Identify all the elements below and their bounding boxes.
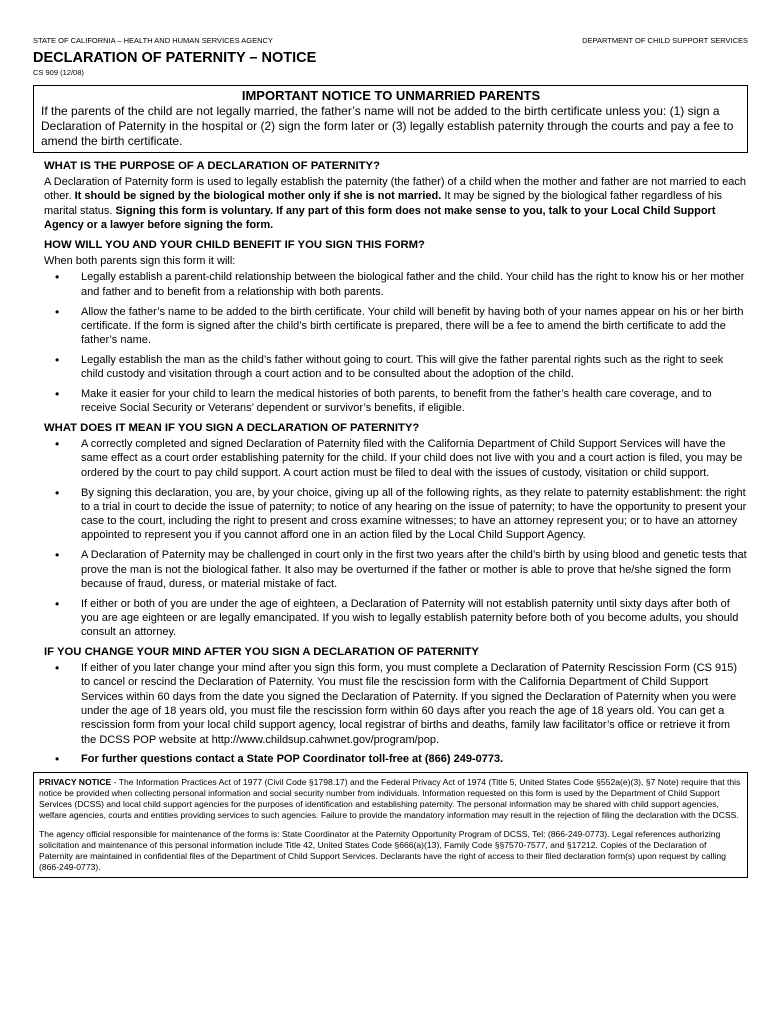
- bullet-icon: •: [55, 752, 60, 767]
- purpose-heading: WHAT IS THE PURPOSE OF A DECLARATION OF PATERNITY?: [44, 160, 380, 172]
- notice-text: If the parents of the child are not legally married, the father’s name will not be added to the birth certificate unless you: (1) sign a Declaration of Paternity in the hospital or (2) sign the form later or (3) legally establish paternity through the courts and pay a fee to amend the birth certificate.: [41, 104, 734, 148]
- bullet-icon: •: [55, 270, 60, 285]
- bullet-icon: •: [55, 485, 60, 500]
- list-item-text: Make it easier for your child to learn the medical histories of both parents, to benefit from the father’s health care coverage, and to receive Social Security or Veterans’ dependent or survivor’s benefits, if eligible.: [81, 388, 712, 415]
- bullet-icon: •: [55, 596, 60, 611]
- purpose-bold-2: Signing this form is voluntary. If any part of this form does not make sense to you, talk to your Local Child Support Agency or a lawyer before signing the form.: [44, 204, 716, 231]
- purpose-section: [44, 159, 748, 232]
- change-list: [44, 661, 748, 767]
- privacy-label: PRIVACY NOTICE: [39, 777, 112, 788]
- list-item: [44, 437, 748, 480]
- document-title: DECLARATION OF PATERNITY – NOTICE: [33, 50, 317, 66]
- purpose-text-1: A Declaration of Paternity form is used to legally establish the paternity (the father) of a child when the mother and father are not married to each other.: [44, 176, 746, 203]
- privacy-text-1: - The Information Practices Act of 1977 (Civil Code §1798.17) and the Federal Privacy Act of 1974 (Title 5, United States Code §552a(e)(3), §7 Note) require that this notice be provided when collecting personal information and social security number from individuals. Information requested on this form is used by the Department of Child Support Services (DCSS) and local child support agencies for the purposes of identification and establishing paternity. The personal information may be shared with child support agencies, welfare agencies, courts and entities providing services to such agencies. Failure to provide the mandatory information may result in the rejection of filing the declaration with the DCSS.: [39, 777, 741, 821]
- bullet-icon: •: [55, 304, 60, 319]
- bullet-icon: •: [55, 387, 60, 402]
- list-item-text: Legally establish the man as the child’s father without going to court. This will give the father parental rights such as the right to seek child custody and visitation through a court action and to be consulted about the adoption of the child.: [81, 353, 724, 381]
- benefit-intro: When both parents sign this form it will:: [44, 255, 236, 268]
- list-item: [44, 548, 748, 591]
- department-name: DEPARTMENT OF CHILD SUPPORT SERVICES: [582, 36, 748, 45]
- notice-title: IMPORTANT NOTICE TO UNMARRIED PARENTS: [241, 88, 541, 103]
- bullet-icon: •: [55, 548, 60, 563]
- list-item-text: If either or both of you are under the age of eighteen, a Declaration of Paternity will not establish paternity until sixty days after both of you are age eighteen or are legally emancipated. If you wish to legally establish paternity before both of you become adults, you should consult an attorney.: [81, 597, 739, 639]
- bullet-icon: •: [55, 661, 60, 676]
- privacy-paragraph-1: [39, 777, 741, 821]
- coordinator-contact: For further questions contact a State POP Coordinator toll-free at (866) 249-0773.: [81, 753, 504, 766]
- list-item-text: A Declaration of Paternity may be challenged in court only in the first two years after the child’s birth by using blood and genetic tests that prove the man is not the biological father. It also may be overturned if the father or mother is able to prove that he/she signed the form because of fraud, duress, or material mistake of fact.: [81, 549, 747, 590]
- change-heading: IF YOU CHANGE YOUR MIND AFTER YOU SIGN A DECLARATION OF PATERNITY: [44, 646, 479, 659]
- meaning-heading: WHAT DOES IT MEAN IF YOU SIGN A DECLARATION OF PATERNITY?: [44, 422, 420, 435]
- benefit-section: [44, 238, 748, 415]
- list-item-text: Legally establish a parent-child relationship between the biological father and the child. Your child has the right to know his or her mother and father and to benefit from a relationship with both parents.: [81, 271, 745, 298]
- list-item: [44, 661, 748, 747]
- bullet-icon: •: [55, 437, 60, 452]
- list-item: [44, 752, 748, 766]
- document-page: [33, 36, 748, 878]
- purpose-paragraph: [44, 175, 748, 232]
- form-number: CS 909 (12/08): [33, 68, 84, 77]
- agency-name: STATE OF CALIFORNIA – HEALTH AND HUMAN SERVICES AGENCY: [33, 36, 273, 45]
- meaning-section: [44, 421, 748, 639]
- benefit-list: [44, 270, 748, 415]
- bullet-icon: •: [55, 352, 60, 367]
- list-item: [44, 486, 748, 543]
- list-item-text: Allow the father’s name to be added to the birth certificate. Your child will benefit by having both of your names appear on his or her birth certificate. If the form is signed after the child’s birth certificate is prepared, there will be a fee to amend the birth certificate to add the father’s name.: [81, 305, 744, 347]
- list-item-text: If either of you later change your mind after you sign this form, you must complete a Declaration of Paternity Rescission Form (CS 915) to cancel or rescind the Declaration of Paternity. You must file the rescission form with the California Department of Child Support Services within 60 days from the date you signed the Declaration of Paternity. If you signed the Declaration of Paternity when you were under the age of 18 years old, you must file the rescission form within 60 days after you reach the age of 18 years old. You can get a rescission form from your local child support agency, local registrar of births and deaths, family law facilitator’s office or retrieve it from the DCSS POP website at http://www.childsup.cahwnet.gov/program/pop.: [81, 662, 738, 746]
- list-item-text: A correctly completed and signed Declaration of Paternity filed with the California Department of Child Support Services will have the same effect as a court order establishing paternity for the child. If your child does not live with you and a court action is filed, you may be ordered by the court to pay child support. A court action must be filed to deal with the issues of custody, visitation or child support.: [81, 438, 743, 479]
- purpose-text-2: It may be signed by the biological father regardless of his marital status.: [44, 190, 722, 217]
- list-item: [44, 270, 748, 299]
- privacy-paragraph-2: The agency official responsible for maintenance of the forms is: State Coordinator at the Paternity Opportunity Program of DCSS, Tel: (866-249-0773). Legal references authorizing solicitation and maintenance of this personal information include Title 42, United States Code §666(a)(13), Family Code §§7570-7577, and §17212. Copies of the Declaration of Paternity are maintained in confidential files of the Department of Child Support Services. Declarants have the right of access to their filed declaration form(s) upon request by calling (866-249-0773).: [39, 829, 726, 873]
- privacy-notice-box: [33, 772, 748, 878]
- benefit-heading: HOW WILL YOU AND YOUR CHILD BENEFIT IF YOU SIGN THIS FORM?: [44, 239, 425, 252]
- header-row: [33, 36, 748, 45]
- meaning-list: [44, 437, 748, 639]
- list-item: [44, 597, 748, 640]
- list-item: [44, 387, 748, 416]
- list-item: [44, 353, 748, 382]
- change-section: [44, 645, 748, 767]
- purpose-bold-1: It should be signed by the biological mother only if she is not married.: [74, 190, 442, 203]
- list-item: [44, 305, 748, 348]
- list-item-text: By signing this declaration, you are, by your choice, giving up all of the following rights, as they relate to paternity establishment: the right to a trial in court to decide the issue of paternity; to notice of any hearing on the issue of paternity; to have the opportunity to present your case to the court, including the right to present and cross examine witnesses; to have an attorney represent you; or to have an attorney appointed to represent you if you cannot afford one in an action filed by the Local Child Support Agency.: [81, 486, 747, 542]
- important-notice-box: [33, 85, 748, 153]
